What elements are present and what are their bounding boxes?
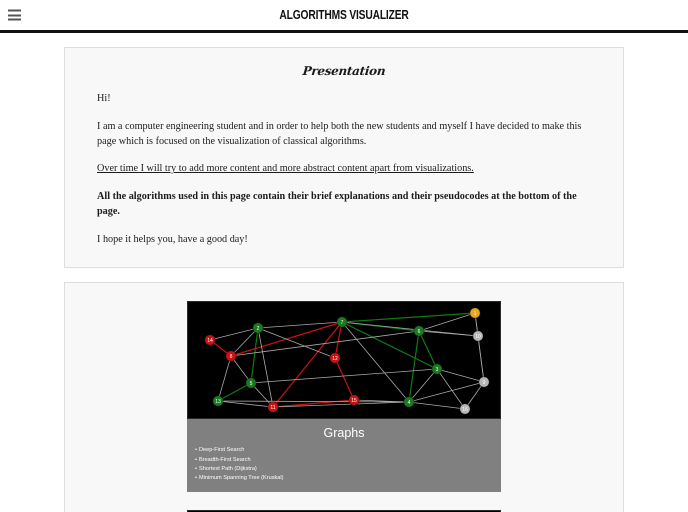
graph-edge <box>419 331 437 369</box>
graph-edge <box>258 322 342 328</box>
graph-node-label: 8 <box>229 354 233 361</box>
graph-node-label: 12 <box>332 356 338 363</box>
graphs-algorithm-item: • Minimum Spanning Tree (Kruskal) <box>195 474 501 483</box>
graph-node[interactable] <box>268 402 278 412</box>
presentation-paragraph-intro: I am a computer engineering student and in order to help both the new students and myself I have decided to make this page which is focused on the visualization of classical algorithms. <box>97 120 582 147</box>
graph-node[interactable] <box>460 404 470 414</box>
hamburger-line <box>8 14 21 16</box>
graph-node-label: 13 <box>215 399 221 406</box>
graphs-algorithm-item: • Breadth-First Search <box>195 456 501 465</box>
graph-node-label: 11 <box>270 405 276 412</box>
graphs-caption-title: Graphs <box>323 426 365 441</box>
graph-node-label: 1 <box>473 311 477 318</box>
hamburger-line <box>8 10 21 12</box>
graphs-visual-block[interactable] <box>187 301 501 491</box>
graph-node[interactable] <box>337 317 347 327</box>
graph-node-label: 16 <box>462 407 468 414</box>
graph-edge <box>409 331 419 402</box>
graph-edge <box>218 383 251 401</box>
hamburger-line <box>8 19 21 21</box>
graphs-algorithm-item: • Shortest Path (Dijkstra) <box>195 465 501 474</box>
graph-node[interactable] <box>479 377 489 387</box>
graph-canvas <box>188 302 501 419</box>
presentation-paragraph-greeting: Hi! <box>97 93 111 104</box>
graph-node[interactable] <box>414 326 424 336</box>
graph-edge <box>437 369 465 409</box>
graph-edge <box>409 402 465 409</box>
graph-visualization[interactable] <box>187 301 501 419</box>
graph-node[interactable] <box>213 396 223 406</box>
graph-node-label: 5 <box>249 381 253 388</box>
graph-node[interactable] <box>253 323 263 333</box>
presentation-paragraph-pseudocode: All the algorithms used in this page contain their brief explanations and their pseudocodes at the bottom of the page. <box>97 191 577 217</box>
graph-node-label: 10 <box>475 334 481 341</box>
graph-edge <box>335 322 342 358</box>
page-title: ALGORITHMS VISUALIZER <box>279 8 409 22</box>
graph-edge <box>218 356 231 401</box>
graphs-algorithm-list <box>187 446 501 482</box>
graphs-algorithm-item: • Deep-First Search <box>195 446 501 455</box>
graph-node[interactable] <box>246 378 256 388</box>
graph-node[interactable] <box>473 331 483 341</box>
graph-edge <box>419 331 478 336</box>
presentation-card <box>64 47 624 268</box>
graph-node-label: 14 <box>207 338 213 345</box>
graph-node[interactable] <box>432 364 442 374</box>
graphs-caption <box>187 419 501 491</box>
graph-edge <box>258 328 335 358</box>
graph-edge <box>437 369 484 382</box>
graph-node-label: 15 <box>351 398 357 405</box>
graph-edge <box>251 328 258 383</box>
hamburger-icon[interactable] <box>8 10 21 21</box>
graph-node[interactable] <box>205 335 215 345</box>
presentation-paragraph-closing: I hope it helps you, have a good day! <box>97 233 248 245</box>
presentation-paragraph-roadmap: Over time I will try to add more content and more abstract content apart from visualizations. <box>97 163 474 175</box>
graph-node-label: 6 <box>417 329 421 336</box>
graph-node-label: 7 <box>340 320 344 327</box>
graph-node[interactable] <box>349 395 359 405</box>
graph-node-label: 3 <box>435 367 439 374</box>
visualizations-card <box>64 282 624 512</box>
presentation-heading: Presentation <box>301 64 387 78</box>
graph-node[interactable] <box>404 397 414 407</box>
graph-edge <box>335 358 354 400</box>
graph-node[interactable] <box>226 351 236 361</box>
graph-node[interactable] <box>470 308 480 318</box>
graph-edge <box>251 369 437 383</box>
graph-node-label: 2 <box>256 326 260 333</box>
graph-edge <box>342 313 475 322</box>
graph-edge <box>273 402 409 407</box>
graph-edge <box>273 322 342 407</box>
graph-edge <box>478 336 484 382</box>
graph-node-label: 4 <box>407 400 411 407</box>
graph-edge <box>409 382 484 402</box>
graph-node-label: 9 <box>482 380 486 387</box>
graph-edge <box>258 328 273 407</box>
graph-edge <box>210 328 258 340</box>
graph-edge <box>218 401 273 407</box>
graph-node[interactable] <box>330 353 340 363</box>
page-content <box>0 47 688 512</box>
top-navbar <box>0 0 688 33</box>
